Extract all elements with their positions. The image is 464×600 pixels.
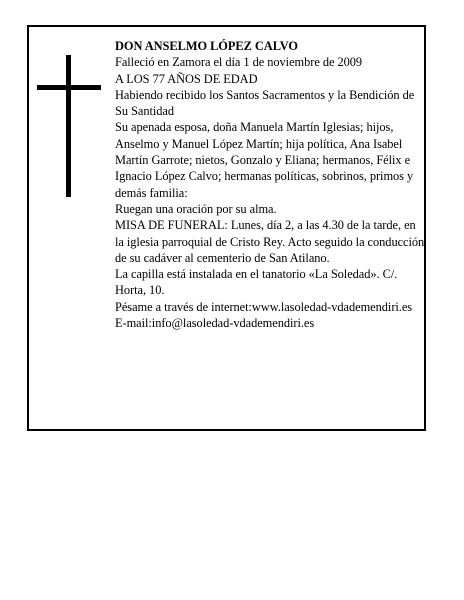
cross-vertical-bar (66, 55, 71, 197)
funeral-line: MISA DE FUNERAL: Lunes, día 2, a las 4.30 de la tarde, en la iglesia parroquial de Cristo Rey. Acto seguido la conducción de su cadáver al cementerio de San Atilano. (115, 218, 425, 265)
cross-icon (37, 55, 101, 197)
age-line: A LOS 77 AÑOS DE EDAD (115, 71, 258, 86)
death-line: Falleció en Zamora el día 1 de noviembre de 2009 (115, 55, 363, 70)
email-line: E-mail:info@lasoledad-vdademendiri.es (115, 316, 315, 331)
cross-horizontal-bar (37, 85, 101, 90)
prayer-line: Ruegan una oración por su alma. (115, 201, 277, 216)
chapel-line: La capilla está instalada en el tanatorio «La Soledad». C/. Horta, 10. (115, 267, 398, 298)
obituary-notice-frame (27, 25, 426, 431)
obituary-text (115, 38, 425, 331)
condolence-line: Pésame a través de internet:www.lasoledad-vdademendiri.es (115, 299, 413, 314)
deceased-name: DON ANSELMO LÓPEZ CALVO (115, 39, 299, 53)
family-line: Su apenada esposa, doña Manuela Martín Iglesias; hijos, Anselmo y Manuel López Martín; hija política, Ana Isabel Martín Garrote; nietos, Gonzalo y Eliana; hermanos, Félix e Ignacio López Calvo; hermanas políticas, sobrinos, primos y demás familia: (115, 120, 414, 200)
sacraments-line: Habiendo recibido los Santos Sacramentos y la Bendición de Su Santidad (115, 87, 415, 119)
